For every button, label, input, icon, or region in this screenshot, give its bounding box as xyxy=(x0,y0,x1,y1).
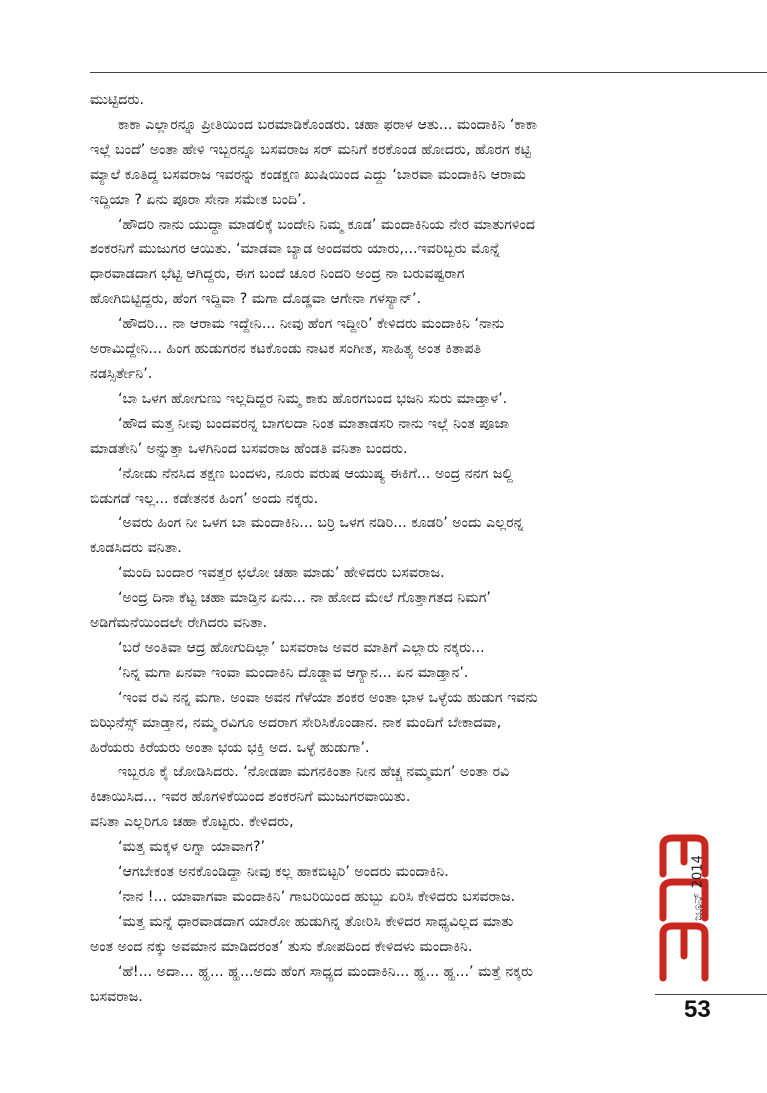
text-line: ಮ್ಯಾಲೆ ಕೂತಿದ್ದ ಬಸವರಾಜ ಇವರನ್ನು ಕಂಡಕ್ಷಣ ಖುಷಿಯಿಂದ ಎದ್ದು ‘ಬಾರವಾ ಮಂದಾಕಿನಿ ಆರಾಮ xyxy=(90,166,527,183)
text-line: ಮಾಡತೇನಿ’ ಅನ್ನುತ್ತಾ ಒಳಗಿನಿಂದ ಬಸವರಾಜ ಹೆಂಡತಿ ವನಿತಾ ಬಂದರು. xyxy=(90,440,408,457)
text-line: ಅಡಿಗೆಮನೆಯಿಂದಲೇ ರೇಗಿದರು ವನಿತಾ. xyxy=(90,615,268,632)
text-line: ವನಿತಾ ಎಲ್ಲರಿಗೂ ಚಹಾ ಕೊಟ್ಟರು. ಕೇಳಿದರು, xyxy=(90,814,294,831)
text-line: ‘ನಾನ !... ಯಾವಾಗವಾ ಮಂದಾಕಿನಿ’ ಗಾಬರಿಯಿಂದ ಹುಬ್ಬು ಏರಿಸಿ ಕೇಳಿದರು ಬಸವರಾಜ. xyxy=(118,889,516,905)
text-line: ‘ಅವರು ಹಿಂಗ ನೀ ಒಳಗ ಬಾ ಮಂದಾಕಿನಿ... ಬರ್ರಿ ಒಳಗ ನಡಿರಿ... ಕೂಡರಿ’ ಅಂದು ಎಲ್ಲರನ್ನ xyxy=(118,515,524,532)
text-line: ‘ಹೆ!... ಅದಾ... ಹ್ಹ... ಹ್ಹ...ಅದು ಹೆಂಗ ಸಾಧ್ಯದ ಮಂದಾಕಿನಿ... ಹ್ಹ... ಹ್ಹ...’ ಮತ್ತೆ ನಕ್ಕರು xyxy=(118,963,533,980)
text-line: ಕಿಚಾಯಿಸಿದ... ಇವರ ಹೊಗಳಿಕೆಯಿಂದ ಶಂಕರನಿಗೆ ಮುಜುಗರವಾಯಿತು. xyxy=(90,789,411,806)
text-line: ಬಿಡುಗಡೆ ಇಲ್ಲ... ಕಡೇತನಕ ಹಿಂಗ’ ಅಂದು ನಕ್ಕರು. xyxy=(90,490,319,507)
story-text xyxy=(90,88,645,1010)
text-line: ‘ಇಂವ ರವಿ ನನ್ನ ಮಗಾ. ಅಂವಾ ಅವನ ಗೆಳೆಯಾ ಶಂಕರ ಅಂತಾ ಭಾಳ ಒಳ್ಳೆಯ ಹುಡುಗ ಇವನು xyxy=(118,689,538,706)
text-line: ‘ನಿನ್ನ ಮಗಾ ಏನವಾ ಇಂವಾ ಮಂದಾಕಿನಿ ದೊಡ್ಡಾವ ಆಗ್ಯಾನ... ಏನ ಮಾಡ್ತಾನ’. xyxy=(118,664,469,681)
footer-divider xyxy=(655,994,767,995)
text-line: ಕೂಡಸಿದರು ವನಿತಾ. xyxy=(90,540,182,557)
top-divider xyxy=(90,72,767,73)
text-line: ‘ನೋಡು ನೆನಸಿದ ತಕ್ಷಣ ಬಂದಳು, ನೂರು ವರುಷ ಆಯುಷ್ಯ ಈಕಿಗೆ... ಅಂದ್ರ ನನಗ ಜಲ್ದಿ xyxy=(118,465,513,482)
text-line: ಇದ್ದಿಯಾ ? ಏನು ಪೂರಾ ಸೇನಾ ಸಮೇತ ಬಂದಿ’. xyxy=(90,191,307,208)
text-line: ಇಲ್ಲೆ ಬಂದೆ’ ಅಂತಾ ಹೇಳಿ ಇಬ್ಬರನ್ನೂ ಬಸವರಾಜ ಸರ್ ಮನಿಗೆ ಕರಕೊಂಡ ಹೋದರು, ಹೊರಗ ಕಟ್ಟಿ xyxy=(90,141,531,158)
text-line: ಶಂಕರನಿಗೆ ಮುಜುಗರ ಆಯಿತು. ‘ಮಾಡವಾ ಬ್ಯಾಡ ಅಂದವರು ಯಾರು,...ಇವರಿಬ್ಬರು ಮೊನ್ನೆ xyxy=(90,241,501,258)
text-line: ಧಾರವಾಡದಾಗ ಭೆಟ್ಟಿ ಆಗಿದ್ದರು, ಈಗ ಬಂದೆ ಚೂರ ನಿಂದರಿ ಅಂದ್ರ ನಾ ಬರುವಷ್ಟರಾಗ xyxy=(90,266,465,283)
text-line: ಬಸವರಾಜ. xyxy=(90,988,143,1005)
text-line: ‘ಮತ್ತ ಮನ್ನೆ ಧಾರವಾಡದಾಗ ಯಾರೋ ಹುಡುಗಿನ್ನ ತೋರಿಸಿ ಕೇಳಿದರ ಸಾಧ್ಯವಿಲ್ಲದ ಮಾತು xyxy=(118,913,514,930)
text-line: ಅಂತ ಅಂದ ನಕ್ಕು ಅವಮಾನ ಮಾಡಿದರಂತ’ ತುಸು ಕೋಪದಿಂದ ಕೇಳಿದಳು ಮಂದಾಕಿನಿ. xyxy=(90,938,473,955)
text-line: ಕಾಕಾ ಎಲ್ಲಾರನ್ನೂ ಪ್ರೀತಿಯಿಂದ ಬರಮಾಡಿಕೊಂಡರು. ಚಹಾ ಫರಾಳ ಆತು... ಮಂದಾಕಿನಿ ‘ಕಾಕಾ xyxy=(118,116,538,133)
text-line: ಅರಾಮಿದ್ದೇನಿ... ಹಿಂಗ ಹುಡುಗರನ ಕಟಕೊಂಡು ನಾಟಕ ಸಂಗೀತ, ಸಾಹಿತ್ಯ ಅಂತ ಕಿತಾಪತಿ xyxy=(90,341,482,358)
text-line: ಹಿರೆಯರು ಕಿರೆಯರು ಅಂತಾ ಭಯ ಭಕ್ತಿ ಅದ. ಒಳ್ಳೆ ಹುಡುಗಾ’. xyxy=(90,739,370,756)
issue-date: ಜೂನ್ 2014 xyxy=(690,855,706,921)
text-line: ನಡಸ್ಸಿರ್ತೇನಿ’. xyxy=(90,365,153,382)
text-line: ‘ಅಂದ್ರ ದಿನಾ ಕೆಟ್ಟ ಚಹಾ ಮಾಡ್ತಿನ ಏನು... ನಾ ಹೋದ ಮೇಲೆ ಗೊತ್ತಾಗತದ ನಿಮಗ’ xyxy=(118,590,491,607)
text-line: ಬಿಝಿನೆಸ್ಸ್ ಮಾಡ್ತಾನ, ನಮ್ಮ ರವಿಗೂ ಅದರಾಗ ಸೇರಿಸಿಕೊಂಡಾನ. ನಾಕ ಮಂದಿಗೆ ಬೇಕಾದವಾ, xyxy=(90,714,502,731)
text-line: ‘ಮತ್ತ ಮಕ್ಕಳ ಲಗ್ನಾ ಯಾವಾಗ?’ xyxy=(118,839,266,856)
page-number: 53 xyxy=(684,996,711,1023)
text-line: ಮುಟ್ಟಿದರು. xyxy=(90,92,144,108)
text-line: ‘ಹೌದರಿ ನಾನು ಯುದ್ಧಾ ಮಾಡಲಿಕ್ಕೆ ಬಂದೇನಿ ನಿಮ್ಮ ಕೂಡ’ ಮಂದಾಕಿನಿಯ ನೇರ ಮಾತುಗಳಿಂದ xyxy=(118,216,536,233)
text-line: ‘ಹೌದರಿ... ನಾ ಆರಾಮ ಇದ್ದೇನಿ... ನೀವು ಹೆಂಗ ಇದ್ದೀರಿ’ ಕೇಳಿದರು ಮಂದಾಕಿನಿ ‘ನಾನು xyxy=(118,316,505,333)
text-line: ‘ಬರೆ ಅಂತಿವಾ ಆದ್ರ ಹೋಗುದಿಲ್ಲಾ’ ಬಸವರಾಜ ಅವರ ಮಾತಿಗೆ ಎಲ್ಲಾರು ನಕ್ಕರು... xyxy=(118,639,485,656)
text-line: ‘ಬಾ ಒಳಗ ಹೋಗುಣು ಇಲ್ಲದಿದ್ದರ ನಿಮ್ಮ ಕಾಕು ಹೊರಗಬಂದ ಭಜನಿ ಸುರು ಮಾಡ್ತಾಳ’. xyxy=(118,390,508,407)
text-line: ಇಬ್ಬರೂ ಕೈ ಜೋಡಿಸಿದರು. ‘ನೋಡಪಾ ಮಗನಕಿಂತಾ ನೀನ ಹೆಚ್ಚ ನಮ್ಮಮಗ’ ಅಂತಾ ರವಿ xyxy=(118,764,510,781)
text-line: ಹೋಗಿಬಿಟ್ಟಿದ್ದರು, ಹೆಂಗ ಇದ್ದಿವಾ ? ಮಗಾ ದೊಡ್ಡವಾ ಆಗೇನಾ ಗಳಸ್ಯಾನ್’. xyxy=(90,291,422,308)
text-line: ‘ಆಗಬೇಕಂತ ಅನಕೊಂಡಿದ್ದಾ ನೀವು ಕಲ್ಲ ಹಾಕಬಿಟ್ಟರಿ’ ಅಂದರು ಮಂದಾಕಿನಿ. xyxy=(118,864,449,881)
text-line: ‘ಮಂದಿ ಬಂದಾರ ಇವತ್ತರ ಛಲೋ ಚಹಾ ಮಾಡು’ ಹೇಳಿದರು ಬಸವರಾಜ. xyxy=(118,565,445,582)
text-line: ‘ಹೌದ ಮತ್ತ ನೀವು ಬಂದವರನ್ನ ಬಾಗಲದಾ ನಿಂತ ಮಾತಾಡಸರಿ ನಾನು ಇಲ್ಲೆ ನಿಂತ ಪೂಜಾ xyxy=(118,415,510,432)
